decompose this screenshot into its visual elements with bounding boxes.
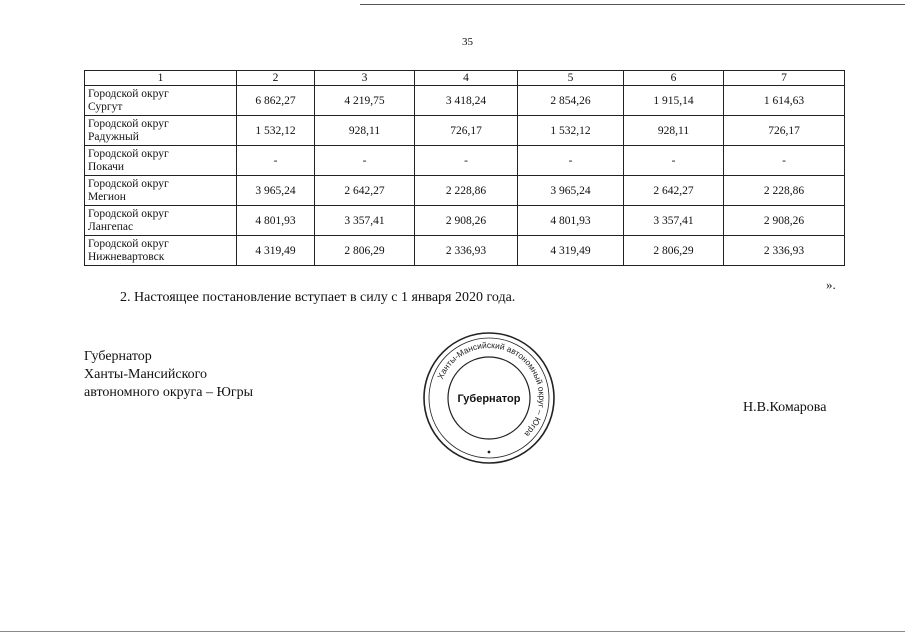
table-cell: 928,11: [624, 116, 724, 146]
column-header: 1: [85, 71, 237, 86]
column-header: 3: [315, 71, 415, 86]
table-cell: 726,17: [724, 116, 845, 146]
table-cell: 928,11: [315, 116, 415, 146]
table-header-row: [85, 71, 845, 86]
column-header: 4: [415, 71, 518, 86]
top-scan-line: [360, 4, 905, 5]
seal-dot: [488, 451, 491, 454]
table-cell: 2 806,29: [624, 236, 724, 266]
table-cell: 2 642,27: [624, 176, 724, 206]
table-cell: 1 532,12: [237, 116, 315, 146]
table-row: [85, 236, 845, 266]
table-cell: -: [624, 146, 724, 176]
table-row: [85, 146, 845, 176]
municipality-name: Городской округ Покачи: [85, 146, 237, 176]
table-cell: 2 642,27: [315, 176, 415, 206]
table-cell: 2 336,93: [724, 236, 845, 266]
signatory-title: [84, 348, 253, 402]
table-cell: 2 228,86: [724, 176, 845, 206]
table-cell: -: [415, 146, 518, 176]
signatory-title-line: автономного округа – Югры: [84, 385, 253, 400]
signer-name: Н.В.Комарова: [743, 400, 827, 415]
municipality-name: Городской округ Мегион: [85, 176, 237, 206]
table-cell: -: [518, 146, 624, 176]
table-cell: 4 319,49: [237, 236, 315, 266]
municipality-name: Городской округ Радужный: [85, 116, 237, 146]
table-cell: -: [237, 146, 315, 176]
table-row: [85, 86, 845, 116]
table-cell: 4 219,75: [315, 86, 415, 116]
table-cell: 726,17: [415, 116, 518, 146]
signatory-title-line: Ханты-Мансийского: [84, 367, 208, 382]
effective-date-clause: 2. Настоящее постановление вступает в силу с 1 января 2020 года.: [120, 290, 516, 305]
table-cell: 2 854,26: [518, 86, 624, 116]
table-cell: 2 908,26: [415, 206, 518, 236]
signatory-title-line: Губернатор: [84, 349, 152, 364]
municipality-name: Городской округ Нижневартовск: [85, 236, 237, 266]
table-cell: 3 965,24: [237, 176, 315, 206]
official-seal: [422, 331, 556, 465]
table-cell: 2 806,29: [315, 236, 415, 266]
table-cell: -: [724, 146, 845, 176]
table-cell: 3 357,41: [624, 206, 724, 236]
column-header: 6: [624, 71, 724, 86]
municipality-name: Городской округ Сургут: [85, 86, 237, 116]
table-cell: 3 357,41: [315, 206, 415, 236]
table-cell: 2 228,86: [415, 176, 518, 206]
table-row: [85, 176, 845, 206]
table-cell: -: [315, 146, 415, 176]
table-cell: 3 965,24: [518, 176, 624, 206]
table-cell: 1 915,14: [624, 86, 724, 116]
table-cell: 4 319,49: [518, 236, 624, 266]
table-cell: 1 614,63: [724, 86, 845, 116]
table-cell: 2 908,26: [724, 206, 845, 236]
table-row: [85, 206, 845, 236]
column-header: 7: [724, 71, 845, 86]
table-cell: 4 801,93: [237, 206, 315, 236]
municipality-name: Городской округ Лангепас: [85, 206, 237, 236]
table-row: [85, 116, 845, 146]
column-header: 5: [518, 71, 624, 86]
page-number: 35: [462, 36, 473, 48]
table-cell: 2 336,93: [415, 236, 518, 266]
seal-ring-text: Ханты-Мансийский автономный округ – Югра: [435, 339, 548, 440]
table-cell: 1 532,12: [518, 116, 624, 146]
table-cell: 6 862,27: [237, 86, 315, 116]
table-cell: 4 801,93: [518, 206, 624, 236]
closing-quote: ».: [826, 277, 836, 292]
seal-center-text: Губернатор: [457, 393, 521, 405]
column-header: 2: [237, 71, 315, 86]
table-cell: 3 418,24: [415, 86, 518, 116]
data-table: [84, 70, 845, 266]
bottom-scan-line: [0, 631, 905, 632]
